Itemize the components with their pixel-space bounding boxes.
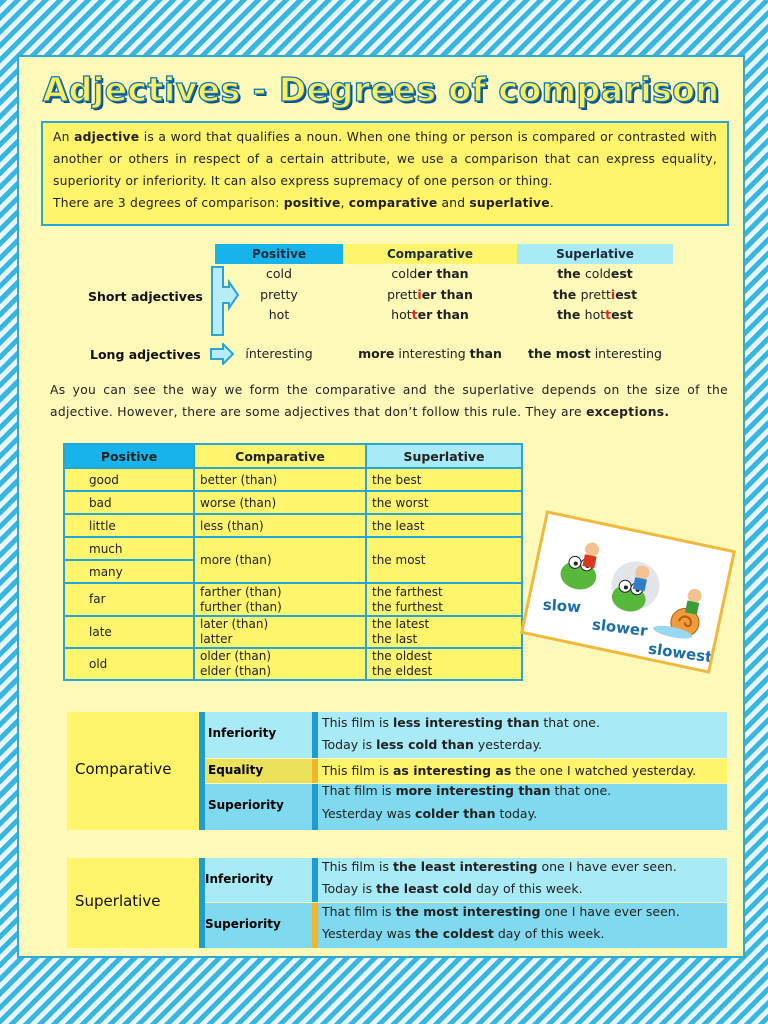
table-row: late later (than) latter the latest the last <box>64 616 522 648</box>
exc-header-comparative: Comparative <box>194 444 366 468</box>
exceptions-table <box>63 443 523 681</box>
table-row: much more (than) the most <box>64 537 522 560</box>
intro-box <box>41 121 729 226</box>
explanation-paragraph: As you can see the way we form the comparative and the superlative depends on the size of the adjective. However, there are some adjectives that don’t follow this rule. They are exceptions. <box>50 383 728 419</box>
short-row-2-positive: pretty <box>260 287 298 302</box>
short-row-3-positive: hot <box>268 307 290 322</box>
example-line: This film is the least interesting one I have ever seen. <box>322 859 677 874</box>
long-row-comparative: more interesting than <box>358 346 502 361</box>
superlative-inferiority-examples <box>318 858 727 902</box>
comparative-inferiority-examples <box>318 712 727 758</box>
table-row: bad worse (than) the worst <box>64 491 522 514</box>
cartoon-animals-icon <box>522 514 736 674</box>
comparative-superiority-examples <box>318 784 727 830</box>
superlative-superiority-examples <box>318 903 727 948</box>
table-row: far farther (than) further (than) the farthest the furthest <box>64 583 522 616</box>
short-row-3-superlative: the hottest <box>556 307 634 322</box>
exc-header-superlative: Superlative <box>366 444 522 468</box>
comparative-inferiority-cell: Inferiority <box>205 712 312 758</box>
intro-degrees-line: There are 3 degrees of comparison: positive, comparative and superlative. <box>53 196 554 210</box>
degrees-header-comparative: Comparative <box>343 244 517 264</box>
example-line: Today is the least cold day of this week. <box>322 881 583 896</box>
page-title: Adjectives - Degrees of comparison <box>42 70 720 109</box>
slowest-word: slowest <box>647 639 714 667</box>
comparative-label: Comparative <box>75 760 172 778</box>
table-row: little less (than) the least <box>64 514 522 537</box>
short-row-1-comparative: colder than <box>391 266 469 281</box>
short-row-3-comparative: hotter than <box>391 307 469 322</box>
superlative-panel-label-cell <box>67 858 199 948</box>
intro-paragraph: An adjective is a word that qualifies a noun. When one thing or person is compared or contrasted with another or others in respect of a certain attribute, we use a comparison that can express equality, superiority or inferiority. It can also express supremacy of one person or thing. <box>53 130 717 188</box>
short-row-1-superlative: the coldest <box>557 266 633 281</box>
slow-slower-slowest-illustration <box>520 510 736 674</box>
table-row: good better (than) the best <box>64 468 522 491</box>
long-row-positive: ínteresting <box>245 346 313 361</box>
example-line: This film is as interesting as the one I watched yesterday. <box>322 763 697 778</box>
short-row-2-superlative: the prettiest <box>552 287 638 302</box>
degrees-header-superlative: Superlative <box>517 244 673 264</box>
slower-word: slower <box>590 615 649 640</box>
example-line: Today is less cold than yesterday. <box>322 737 543 752</box>
short-row-1-positive: cold <box>266 266 292 281</box>
comparative-superiority-cell: Superiority <box>205 784 312 830</box>
short-row-2-comparative: prettier than <box>387 287 473 302</box>
exc-header-positive: Positive <box>64 444 194 468</box>
comparative-panel-label-cell <box>67 712 199 830</box>
worksheet-page <box>17 55 745 958</box>
slow-word: slow <box>542 595 582 617</box>
example-line: This film is less interesting than that one. <box>322 715 600 730</box>
table-row: old older (than) elder (than) the oldest the eldest <box>64 648 522 680</box>
table-row: many <box>64 560 522 583</box>
example-line: That film is the most interesting one I have ever seen. <box>322 904 680 919</box>
short-adjectives-label: Short adjectives <box>88 289 203 304</box>
comparative-equality-cell: Equality <box>205 759 312 783</box>
long-row-superlative: the most interesting <box>528 346 662 361</box>
example-line: That film is more interesting than that one. <box>322 783 612 798</box>
superlative-superiority-cell: Superiority <box>205 903 312 948</box>
example-line: Yesterday was the coldest day of this week. <box>322 926 605 941</box>
example-line: Yesterday was colder than today. <box>322 806 538 821</box>
long-adjectives-label: Long adjectives <box>90 347 201 362</box>
exceptions-header-row <box>64 444 522 468</box>
degrees-header-positive: Positive <box>215 244 343 264</box>
superlative-label: Superlative <box>75 892 161 910</box>
superlative-inferiority-cell: Inferiority <box>205 858 312 902</box>
